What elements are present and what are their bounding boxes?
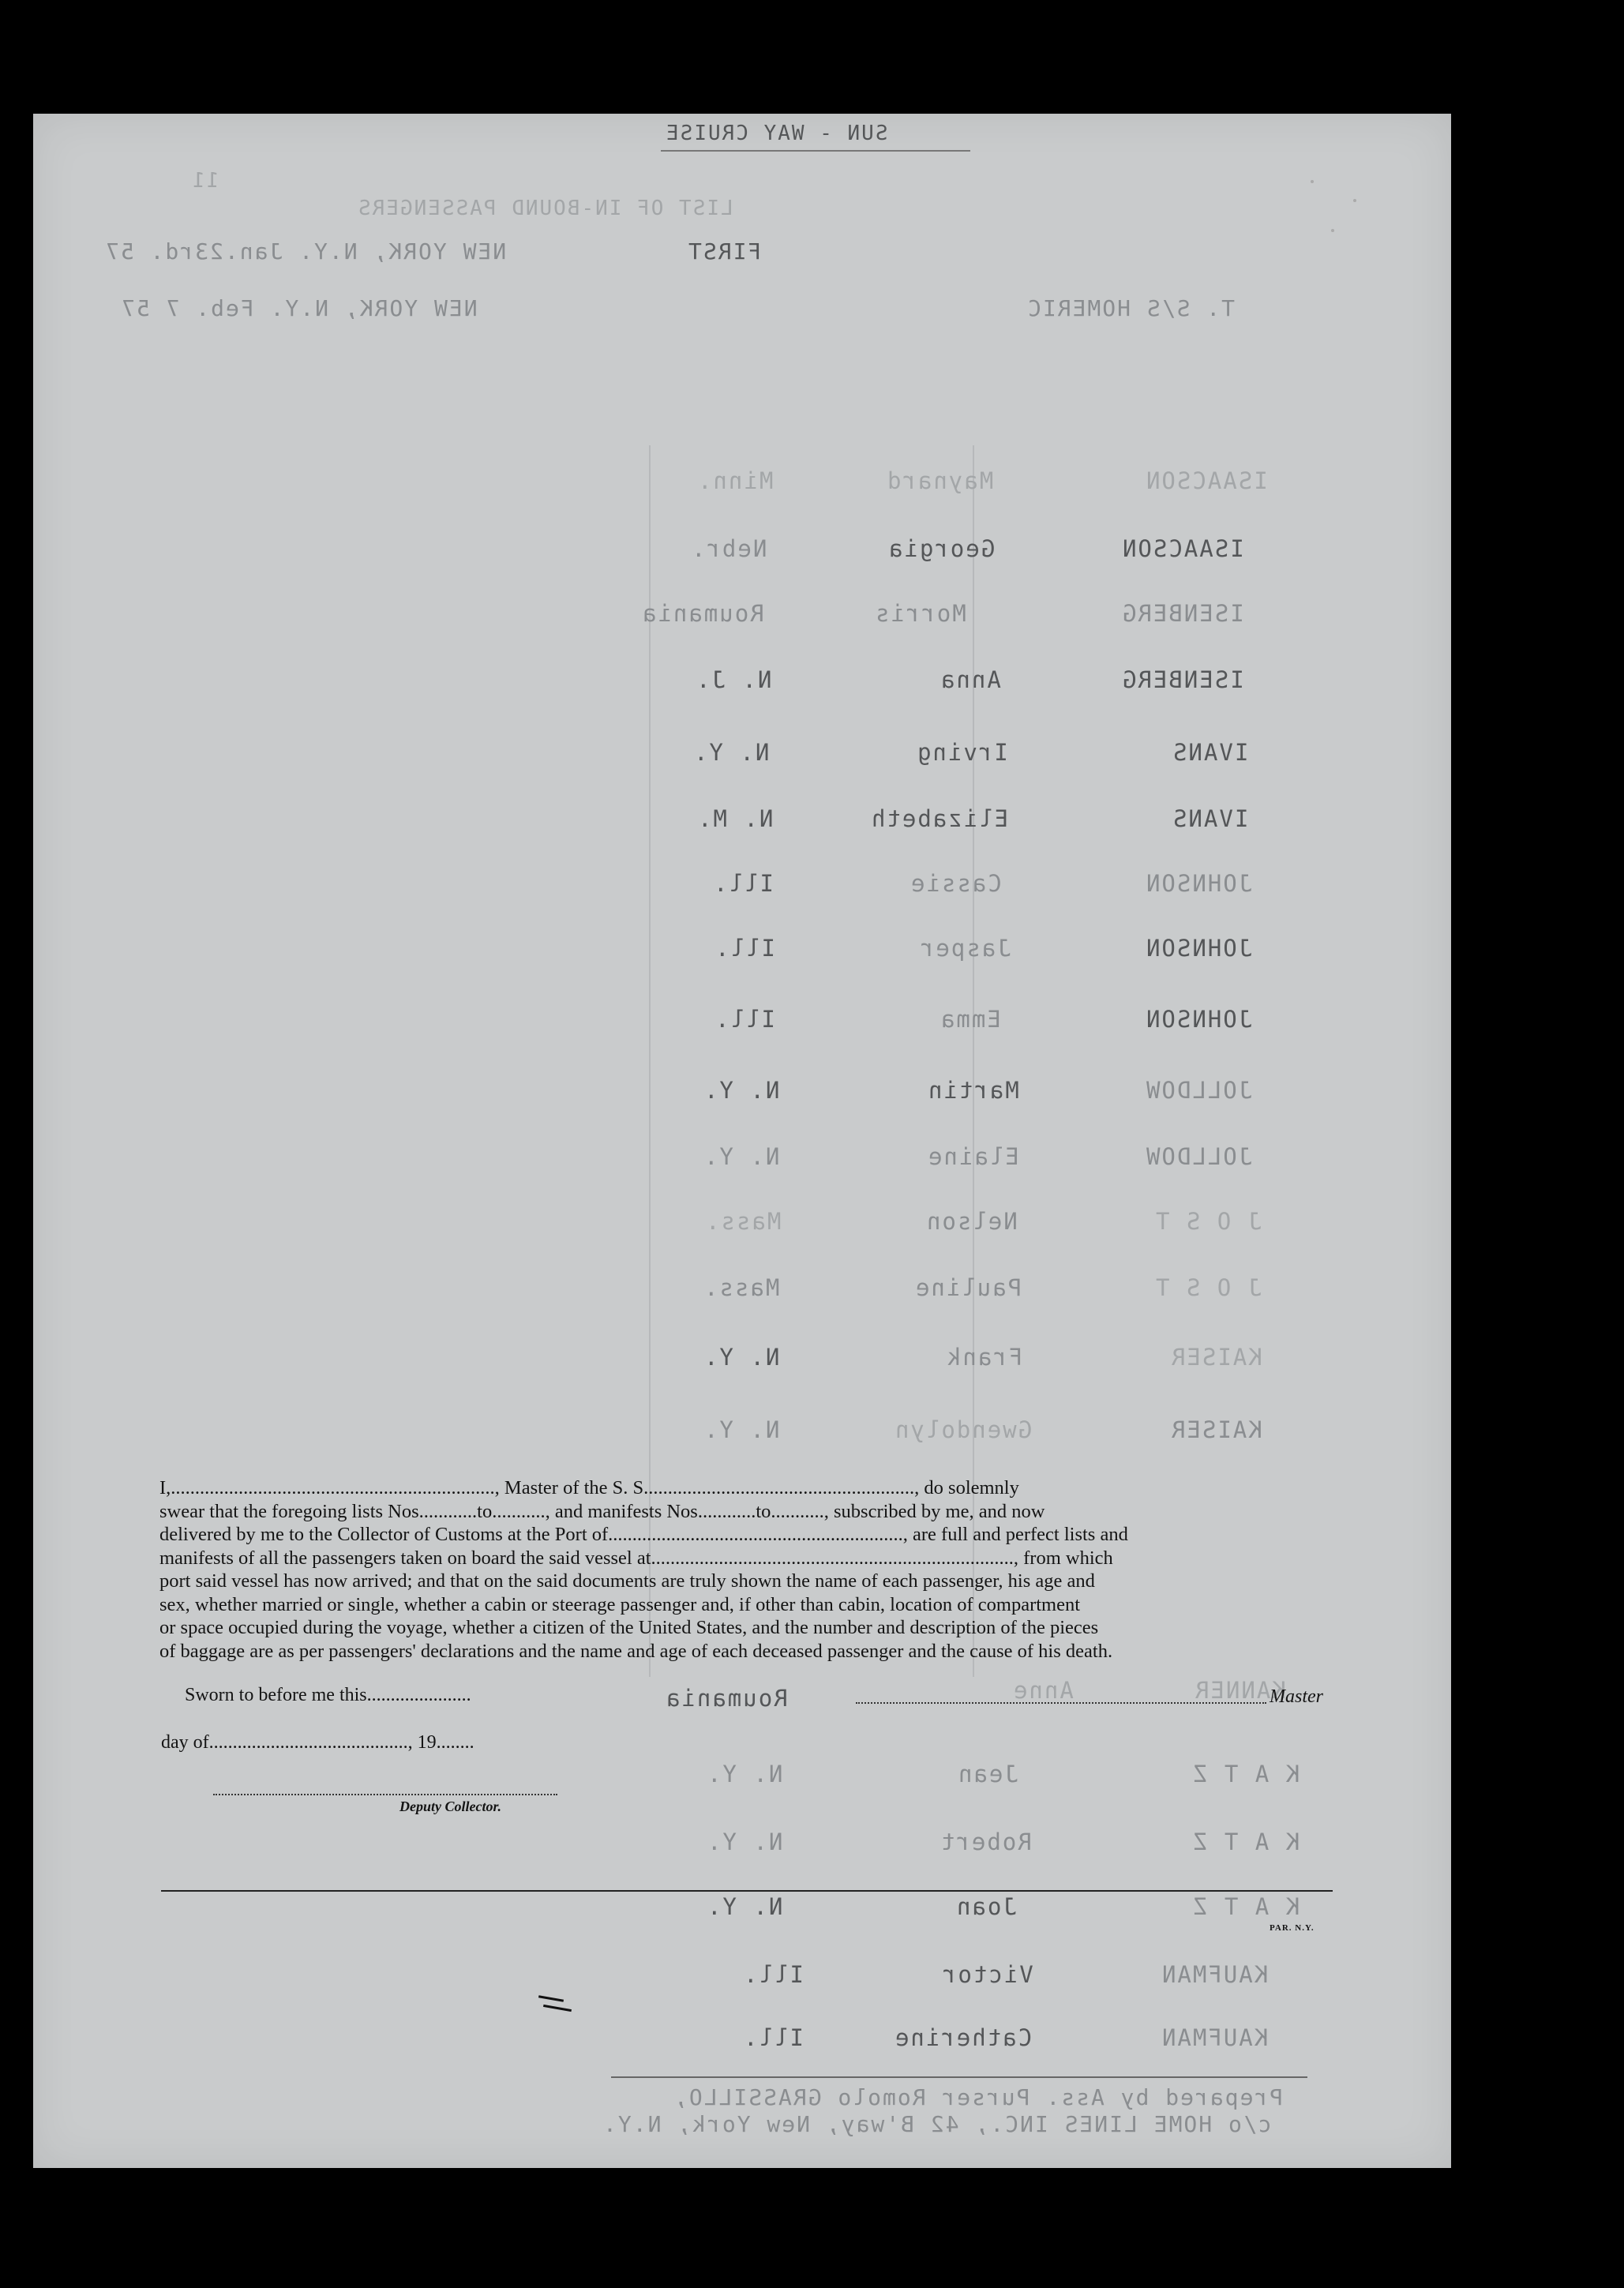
residence: N. Y. <box>703 1143 780 1170</box>
surname: IVANS <box>1172 805 1249 832</box>
given-name: Jean <box>957 1761 1018 1787</box>
bottom-rule <box>161 1890 1333 1892</box>
residence: N. J. <box>695 666 772 693</box>
given-name: Maynard <box>886 467 994 494</box>
residence: Ill. <box>712 870 774 897</box>
given-name: Joan <box>955 1893 1017 1920</box>
given-name: Gwendolyn <box>894 1416 1033 1443</box>
surname: JOHNSON <box>1145 935 1253 962</box>
departure-line: NEW YORK, N.Y. Jan.23rd. 57 <box>104 238 507 264</box>
given-name: Anna <box>940 666 1001 693</box>
speck <box>1353 199 1356 202</box>
surname: J O S T <box>1154 1274 1262 1301</box>
residence: Ill. <box>714 935 775 962</box>
surname: KAISER <box>1170 1344 1262 1371</box>
deputy-signature-line <box>213 1794 557 1795</box>
given-name: Victor <box>941 1961 1033 1988</box>
surname: ISAACSON <box>1121 535 1244 562</box>
oath-line: I,..................................................................., Master of the S. S........................................................, do solemnly <box>159 1477 1019 1498</box>
given-name: Nelson <box>925 1208 1018 1235</box>
surname: JOHNSON <box>1145 870 1253 897</box>
speck <box>1311 180 1314 183</box>
residence: N. Y. <box>703 1077 780 1104</box>
residence: Roumania <box>665 1685 788 1712</box>
oath-line: delivered by me to the Collector of Customs at the Port of............................................................., are full and perfect lists and <box>159 1524 1128 1545</box>
surname: ISENBERG <box>1121 666 1244 693</box>
surname: K A T Z <box>1192 1829 1300 1855</box>
deputy-collector-label: Deputy Collector. <box>399 1799 501 1814</box>
residence: N. Y. <box>703 1416 780 1443</box>
given-name: Jasper <box>919 935 1011 962</box>
footer-rule <box>611 2076 1307 2078</box>
surname: KAUFMAN <box>1161 2024 1269 2051</box>
master-oath <box>159 1476 1344 1663</box>
given-name: Emma <box>940 1006 1001 1033</box>
day-of-line: day of.........................................., 19........ <box>161 1732 474 1753</box>
page-number: 11 <box>191 169 219 193</box>
pencil-mark <box>543 2005 572 2012</box>
ship-name: T. S/S HOMERIC <box>1026 295 1236 321</box>
residence: N. Y. <box>706 1829 783 1855</box>
cruise-title: SUN - WAY CRUISE <box>665 122 888 145</box>
surname: IVANS <box>1172 739 1249 766</box>
given-name: Georgia <box>887 535 996 562</box>
residence: N. Y. <box>706 1761 783 1787</box>
document-page <box>33 114 1451 2168</box>
speck <box>1331 229 1334 232</box>
given-name: Catherine <box>894 2024 1033 2051</box>
residence: Roumania <box>641 600 764 627</box>
arrival-line: NEW YORK, N.Y. Feb. 7 57 <box>120 295 478 321</box>
surname: KAISER <box>1170 1416 1262 1443</box>
class-label: FIRST <box>687 238 762 264</box>
surname: JOLLDOW <box>1145 1143 1253 1170</box>
surname: JOLLDOW <box>1145 1077 1253 1104</box>
oath-line: manifests of all the passengers taken on board the said vessel at..........................................................................., from which <box>159 1547 1113 1569</box>
residence: N. Y. <box>703 1344 780 1371</box>
pencil-mark <box>538 1995 564 2002</box>
residence: N. M. <box>696 805 774 832</box>
residence: Mass. <box>703 1274 780 1301</box>
printer-mark: PAR. N.Y. <box>1270 1923 1315 1933</box>
title-underline <box>661 150 970 152</box>
master-label: Master <box>1270 1686 1323 1707</box>
residence: N. Y. <box>692 739 770 766</box>
given-name: Morris <box>874 600 966 627</box>
given-name: Elaine <box>927 1143 1019 1170</box>
given-name: Martin <box>927 1077 1019 1104</box>
prepared-by: Prepared by Ass. Purser Romolo GRASSILLO, <box>673 2084 1284 2110</box>
residence: Nebr. <box>690 535 767 562</box>
list-title: LIST OF IN-BOUND PASSENGERS <box>357 197 733 220</box>
given-name: Pauline <box>914 1274 1022 1301</box>
surname: ISENBERG <box>1121 600 1244 627</box>
oath-line: swear that the foregoing lists Nos............to..........., and manifests Nos............to..........., subscribed by me, and now <box>159 1500 1045 1522</box>
residence: Ill. <box>742 2024 804 2051</box>
surname: KANNER <box>1194 1677 1286 1704</box>
oath-line: port said vessel has now arrived; and that on the said documents are truly shown the name of each passenger, his age and <box>159 1570 1095 1592</box>
sworn-line: Sworn to before me this...................... <box>185 1685 471 1705</box>
residence: N. Y. <box>706 1893 783 1920</box>
surname: K A T Z <box>1192 1893 1300 1920</box>
surname: KAUFMAN <box>1161 1961 1269 1988</box>
office-address: c/o HOME LINES INC., 42 B'way, New York, N.Y. <box>602 2111 1272 2137</box>
surname: ISAACSON <box>1145 467 1268 494</box>
given-name: Cassie <box>910 870 1002 897</box>
surname: J O S T <box>1154 1208 1262 1235</box>
residence: Mass. <box>704 1208 782 1235</box>
residence: Ill. <box>742 1961 804 1988</box>
residence: Minn. <box>696 467 774 494</box>
oath-line: or space occupied during the voyage, whether a citizen of the United States, and the number and description of the pieces <box>159 1617 1099 1638</box>
given-name: Elizabeth <box>870 805 1009 832</box>
given-name: Robert <box>940 1829 1032 1855</box>
residence: Ill. <box>714 1006 775 1033</box>
surname: JOHNSON <box>1145 1006 1253 1033</box>
given-name: Anne <box>1012 1677 1074 1704</box>
given-name: Frank <box>946 1344 1023 1371</box>
master-signature-line <box>856 1702 1266 1704</box>
oath-line: of baggage are as per passengers' declarations and the name and age of each deceased passenger and the cause of his death. <box>159 1640 1113 1662</box>
surname: K A T Z <box>1192 1761 1300 1787</box>
given-name: Irving <box>916 739 1008 766</box>
oath-line: sex, whether married or single, whether a cabin or steerage passenger and, if other than cabin, location of compartment <box>159 1593 1081 1615</box>
